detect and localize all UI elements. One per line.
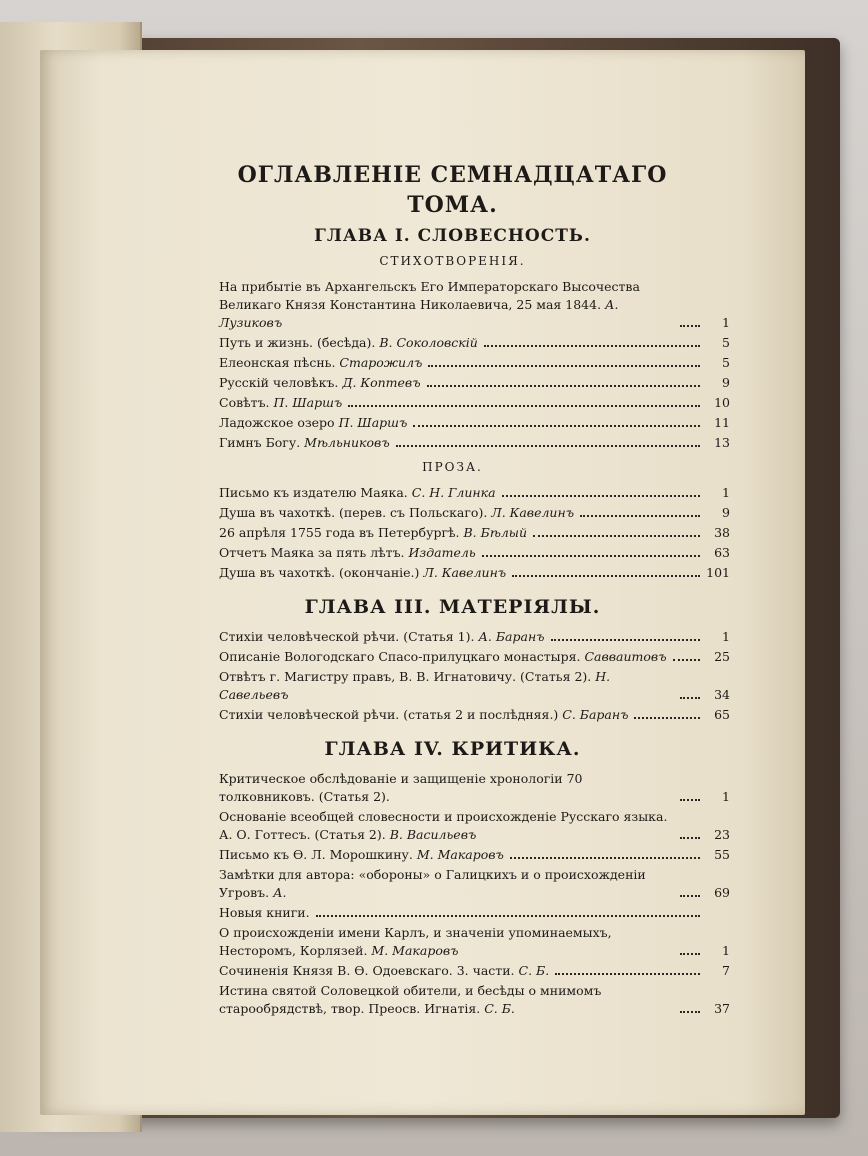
dot-leader — [580, 515, 700, 517]
entry-title-text: На прибытiе въ Архангельскъ Его Императорскаго Высочества Великаго Князя Константина Николаевича, 25 мая 1844. — [219, 279, 640, 312]
dot-leader — [510, 857, 700, 859]
entry-author: В. Соколовскiй — [379, 335, 478, 350]
page-number: 1 — [722, 485, 730, 500]
entry-author: В. Бѣлый — [463, 525, 528, 540]
toc-entry — [219, 524, 730, 542]
toc-entry — [219, 278, 730, 332]
entry-author: Л. Кавелинъ — [491, 505, 575, 520]
entry-author: С. Баранъ — [562, 707, 629, 722]
dot-leader — [427, 385, 700, 387]
dot-leader — [551, 639, 700, 641]
entry-title-text: Письмо къ издателю Маяка. — [219, 485, 408, 500]
entry-title — [219, 982, 674, 1018]
entry-title — [219, 414, 407, 432]
entry-title-text: Истина святой Соловецкой обители, и бесѣды о мнимомъ старообрядствѣ, твор. Преосв. Игнатiя. — [219, 983, 602, 1016]
table-of-contents — [175, 160, 730, 1020]
entry-title — [219, 504, 574, 522]
dot-leader — [680, 1011, 700, 1013]
entry-author: Д. Коптевъ — [342, 375, 421, 390]
entry-title — [219, 866, 674, 902]
entry-author: Издатель — [408, 545, 476, 560]
poems-list — [219, 278, 730, 452]
page-number: 23 — [714, 827, 730, 842]
page-number: 11 — [714, 415, 730, 430]
entry-title — [219, 808, 674, 844]
materials-list — [219, 628, 730, 724]
entry-title-text: Стихiи человѣческой рѣчи. (Статья 1). — [219, 629, 475, 644]
entry-title — [219, 484, 496, 502]
dot-leader — [680, 895, 700, 897]
entry-title-text: 26 апрѣля 1755 года въ Петербургѣ. — [219, 525, 460, 540]
entry-title-text: Письмо къ Ѳ. Л. Морошкину. — [219, 847, 413, 862]
toc-entry — [219, 334, 730, 352]
entry-title — [219, 628, 545, 646]
toc-entry — [219, 770, 730, 806]
dot-leader — [680, 837, 700, 839]
entry-title-text: Совѣтъ. — [219, 395, 270, 410]
dot-leader — [413, 425, 700, 427]
entry-title — [219, 648, 667, 666]
entry-title-text: Путь и жизнь. (бесѣда). — [219, 335, 376, 350]
page-number: 13 — [714, 435, 730, 450]
toc-entry — [219, 544, 730, 562]
dot-leader — [680, 953, 700, 955]
page-number: 34 — [714, 687, 730, 702]
entry-title — [219, 434, 390, 452]
critique-list — [219, 770, 730, 1018]
dot-leader — [348, 405, 700, 407]
poems-heading: СТИХОТВОРЕНIЯ. — [379, 254, 526, 268]
entry-title — [219, 524, 527, 542]
entry-title-text: Гимнъ Богу. — [219, 435, 301, 450]
entry-title-text: Замѣтки для автора: «обороны» о Галицкихъ и о происхожденiи Угровъ. — [219, 867, 646, 900]
entry-author: Н. Савельевъ — [219, 669, 611, 702]
dot-leader — [482, 555, 700, 557]
entry-title-text: О происхожденiи имени Карлъ, и значенiи упоминаемыхъ, Несторомъ, Корлязей. — [219, 925, 612, 958]
toc-entry — [219, 434, 730, 452]
entry-author: А. Баранъ — [478, 629, 545, 644]
entry-author: Старожилъ — [339, 355, 423, 370]
dot-leader — [502, 495, 700, 497]
page-number: 55 — [714, 847, 730, 862]
chapter-3-heading: ГЛАВА III. МАТЕРIЯЛЫ. — [304, 596, 601, 618]
page-number: 37 — [714, 1001, 730, 1016]
dot-leader — [555, 973, 700, 975]
page-number: 38 — [714, 525, 730, 540]
entry-title-text: Описанiе Вологодскаго Спасо-прилуцкаго монастыря. — [219, 649, 581, 664]
prose-list — [219, 484, 730, 582]
entry-title — [219, 846, 504, 864]
dot-leader — [533, 535, 700, 537]
toc-entry — [219, 866, 730, 902]
entry-author: Мѣльниковъ — [304, 435, 390, 450]
entry-author: С. Б. — [484, 1001, 515, 1016]
page-number: 1 — [722, 315, 730, 330]
page-number: 69 — [714, 885, 730, 900]
dot-leader — [634, 717, 700, 719]
chapter-1-heading: ГЛАВА I. СЛОВЕСНОСТЬ. — [314, 226, 591, 246]
entry-title-text: Отвѣтъ г. Магистру правъ, В. В. Игнатовичу. (Статья 2). — [219, 669, 592, 684]
entry-author: В. Васильевъ — [389, 827, 477, 842]
toc-entry — [219, 484, 730, 502]
toc-entry — [219, 924, 730, 960]
entry-title — [219, 904, 310, 922]
entry-title — [219, 706, 628, 724]
page-number: 5 — [722, 335, 730, 350]
entry-title — [219, 394, 342, 412]
entry-title-text: Русскiй человѣкъ. — [219, 375, 339, 390]
entry-title-text: Душа въ чахоткѣ. (окончанiе.) — [219, 565, 420, 580]
page-number: 65 — [714, 707, 730, 722]
toc-entry — [219, 904, 730, 922]
entry-title-text: Стихiи человѣческой рѣчи. (статья 2 и послѣдняя.) — [219, 707, 559, 722]
dot-leader — [673, 659, 700, 661]
entry-author: П. Шаршъ — [338, 415, 408, 430]
toc-entry — [219, 354, 730, 372]
entry-title-text: Елеонская пѣснь. — [219, 355, 336, 370]
entry-author: А. — [273, 885, 287, 900]
entry-author: М. Макаровъ — [416, 847, 504, 862]
entry-title-text: Ладожское озеро — [219, 415, 335, 430]
entry-author: Л. Кавелинъ — [423, 565, 507, 580]
toc-entry — [219, 414, 730, 432]
page-number: 10 — [714, 395, 730, 410]
page-number: 9 — [722, 505, 730, 520]
dot-leader — [512, 575, 700, 577]
page-number: 7 — [722, 963, 730, 978]
prose-heading: ПРОЗА. — [422, 460, 483, 474]
entry-title — [219, 962, 549, 980]
entry-title — [219, 770, 674, 806]
entry-title — [219, 334, 478, 352]
entry-author: С. Н. Глинка — [411, 485, 496, 500]
entry-title — [219, 374, 421, 392]
toc-entry — [219, 962, 730, 980]
toc-entry — [219, 846, 730, 864]
chapter-4-heading: ГЛАВА IV. КРИТИКА. — [324, 738, 581, 760]
entry-title-text: Отчетъ Маяка за пять лѣтъ. — [219, 545, 405, 560]
toc-entry — [219, 706, 730, 724]
dot-leader — [680, 325, 700, 327]
toc-entry — [219, 374, 730, 392]
entry-author: Савваитовъ — [584, 649, 667, 664]
toc-title-line2: ТОМА. — [407, 192, 498, 218]
toc-entry — [219, 628, 730, 646]
entry-title-text: Сочиненiя Князя В. Ѳ. Одоевскаго. 3. части. — [219, 963, 515, 978]
toc-entry — [219, 504, 730, 522]
page-number: 1 — [722, 629, 730, 644]
dot-leader — [396, 445, 700, 447]
toc-entry — [219, 648, 730, 666]
entry-title-text: Критическое обслѣдованiе и защищенiе хронологiи 70 толковниковъ. (Статья 2). — [219, 771, 583, 804]
entry-title — [219, 278, 674, 332]
entry-title-text: Основанiе всеобщей словесности и происхожденiе Русскаго языка. А. О. Готтесъ. (Статья 2). — [219, 809, 668, 842]
page-number: 1 — [722, 943, 730, 958]
toc-entry — [219, 668, 730, 704]
entry-title — [219, 564, 506, 582]
book-page — [40, 50, 805, 1115]
page-number: 5 — [722, 355, 730, 370]
entry-title-text: Душа въ чахоткѣ. (перев. съ Польскаго). — [219, 505, 488, 520]
toc-entry — [219, 394, 730, 412]
entry-author: П. Шаршъ — [273, 395, 343, 410]
dot-leader — [316, 915, 700, 917]
page-number: 25 — [714, 649, 730, 664]
entry-title — [219, 544, 476, 562]
entry-author: М. Макаровъ — [371, 943, 459, 958]
entry-author: С. Б. — [518, 963, 550, 978]
entry-title — [219, 354, 422, 372]
entry-title-text: Новыя книги. — [219, 905, 310, 920]
dot-leader — [428, 365, 700, 367]
entry-title — [219, 668, 674, 704]
page-number: 63 — [714, 545, 730, 560]
dot-leader — [680, 697, 700, 699]
toc-entry — [219, 982, 730, 1018]
dot-leader — [680, 799, 700, 801]
page-number: 9 — [722, 375, 730, 390]
toc-title-line1: ОГЛАВЛЕНIЕ СЕМНАДЦАТАГО — [237, 162, 668, 188]
toc-entry — [219, 564, 730, 582]
page-number: 101 — [706, 565, 730, 580]
dot-leader — [484, 345, 700, 347]
page-number: 1 — [722, 789, 730, 804]
toc-entry — [219, 808, 730, 844]
entry-title — [219, 924, 674, 960]
entry-author: А. Лузиковъ — [219, 297, 619, 330]
